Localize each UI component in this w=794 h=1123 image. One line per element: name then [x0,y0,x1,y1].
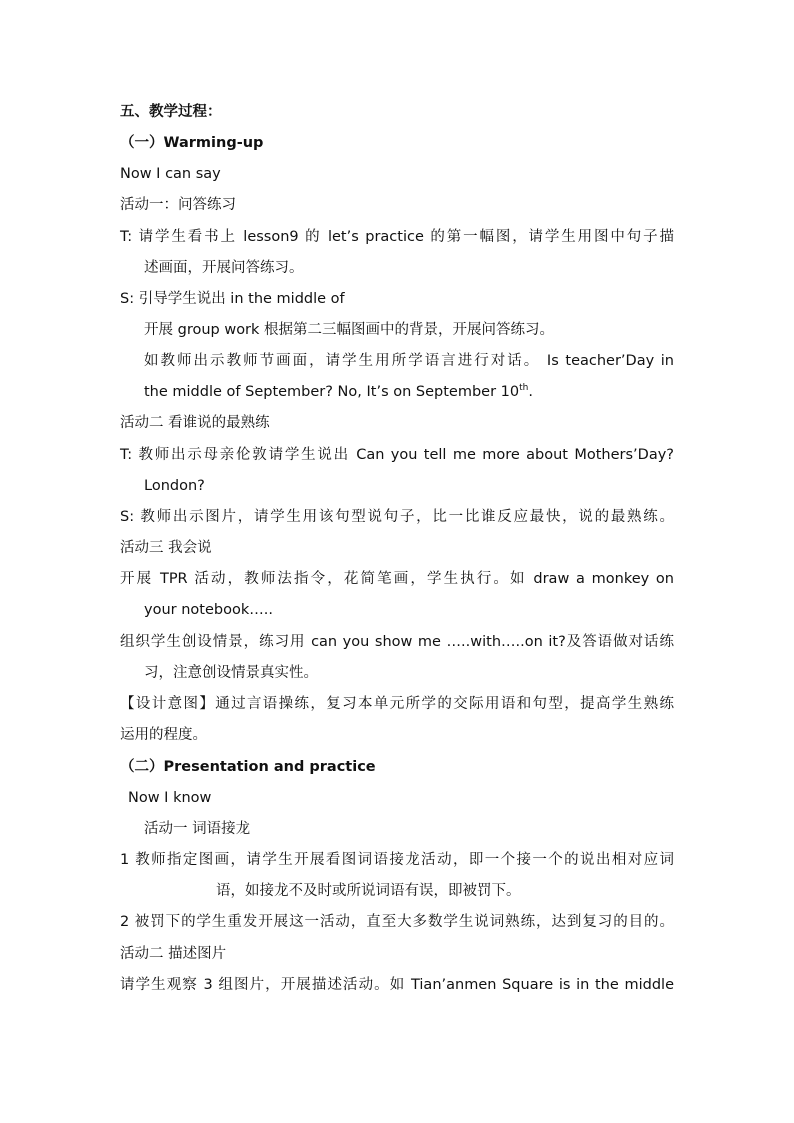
paragraph-line: 习，注意创设情景真实性。 [144,665,318,681]
activity-title: 活动二 看谁说的最熟练 [120,415,270,431]
presentation-heading: （二）Presentation and practice [120,759,376,775]
paragraph-line: 述画面，开展问答练习。 [144,260,304,276]
list-item: 1 教师指定图画，请学生开展看图词语接龙活动，即一个接一个的说出相对应词 [120,852,674,868]
warmup-heading: （一）Warming-up [120,135,264,151]
paragraph-line: 开展 TPR 活动，教师法指令，花简笔画，学生执行。如 draw a monkey on [120,571,674,587]
paragraph-line: 开展 group work 根据第二三幅图画中的背景，开展问答练习。 [144,322,555,338]
line-text: the middle of September? No, It’s on September 10 [144,384,520,400]
presentation-subheading: Now I know [128,790,212,806]
activity-title: 活动一 词语接龙 [144,821,251,837]
paragraph-line: your notebook….. [144,602,273,618]
design-intent: 运用的程度。 [120,727,207,743]
activity-title: 活动三 我会说 [120,540,212,556]
paragraph-line: 请学生观察 3 组图片，开展描述活动。如 Tian’anmen Square is in the middle [120,977,674,993]
paragraph-line: 如教师出示教师节画面，请学生用所学语言进行对话。 Is teacher’Day in [144,353,674,369]
paragraph-line: T: 教师出示母亲伦敦请学生说出 Can you tell me more about Mothers’Day? [120,447,674,463]
list-item: 语，如接龙不及时或所说词语有误，即被罚下。 [216,883,521,899]
warmup-subheading: Now I can say [120,166,221,182]
activity-title: 活动二 描述图片 [120,946,227,962]
ordinal-superscript: th [519,383,529,393]
paragraph-line: London? [144,478,205,494]
design-intent: 【设计意图】通过言语操练，复习本单元所学的交际用语和句型，提高学生熟练 [120,696,674,712]
paragraph-line: S: 引导学生说出 in the middle of [120,291,345,307]
activity-title: 活动一：问答练习 [120,197,236,213]
paragraph-line: S: 教师出示图片，请学生用该句型说句子，比一比谁反应最快，说的最熟练。 [120,509,674,525]
list-item: 2 被罚下的学生重发开展这一活动，直至大多数学生说词熟练，达到复习的目的。 [120,914,674,930]
paragraph-line [144,382,533,402]
line-end: . [528,384,533,400]
paragraph-line: 组织学生创设情景，练习用 can you show me …..with…..on it?及答语做对话练 [120,634,674,650]
paragraph-line: T: 请学生看书上 lesson9 的 let’s practice 的第一幅图，请学生用图中句子描 [120,229,674,245]
section-title: 五、教学过程： [120,104,222,120]
